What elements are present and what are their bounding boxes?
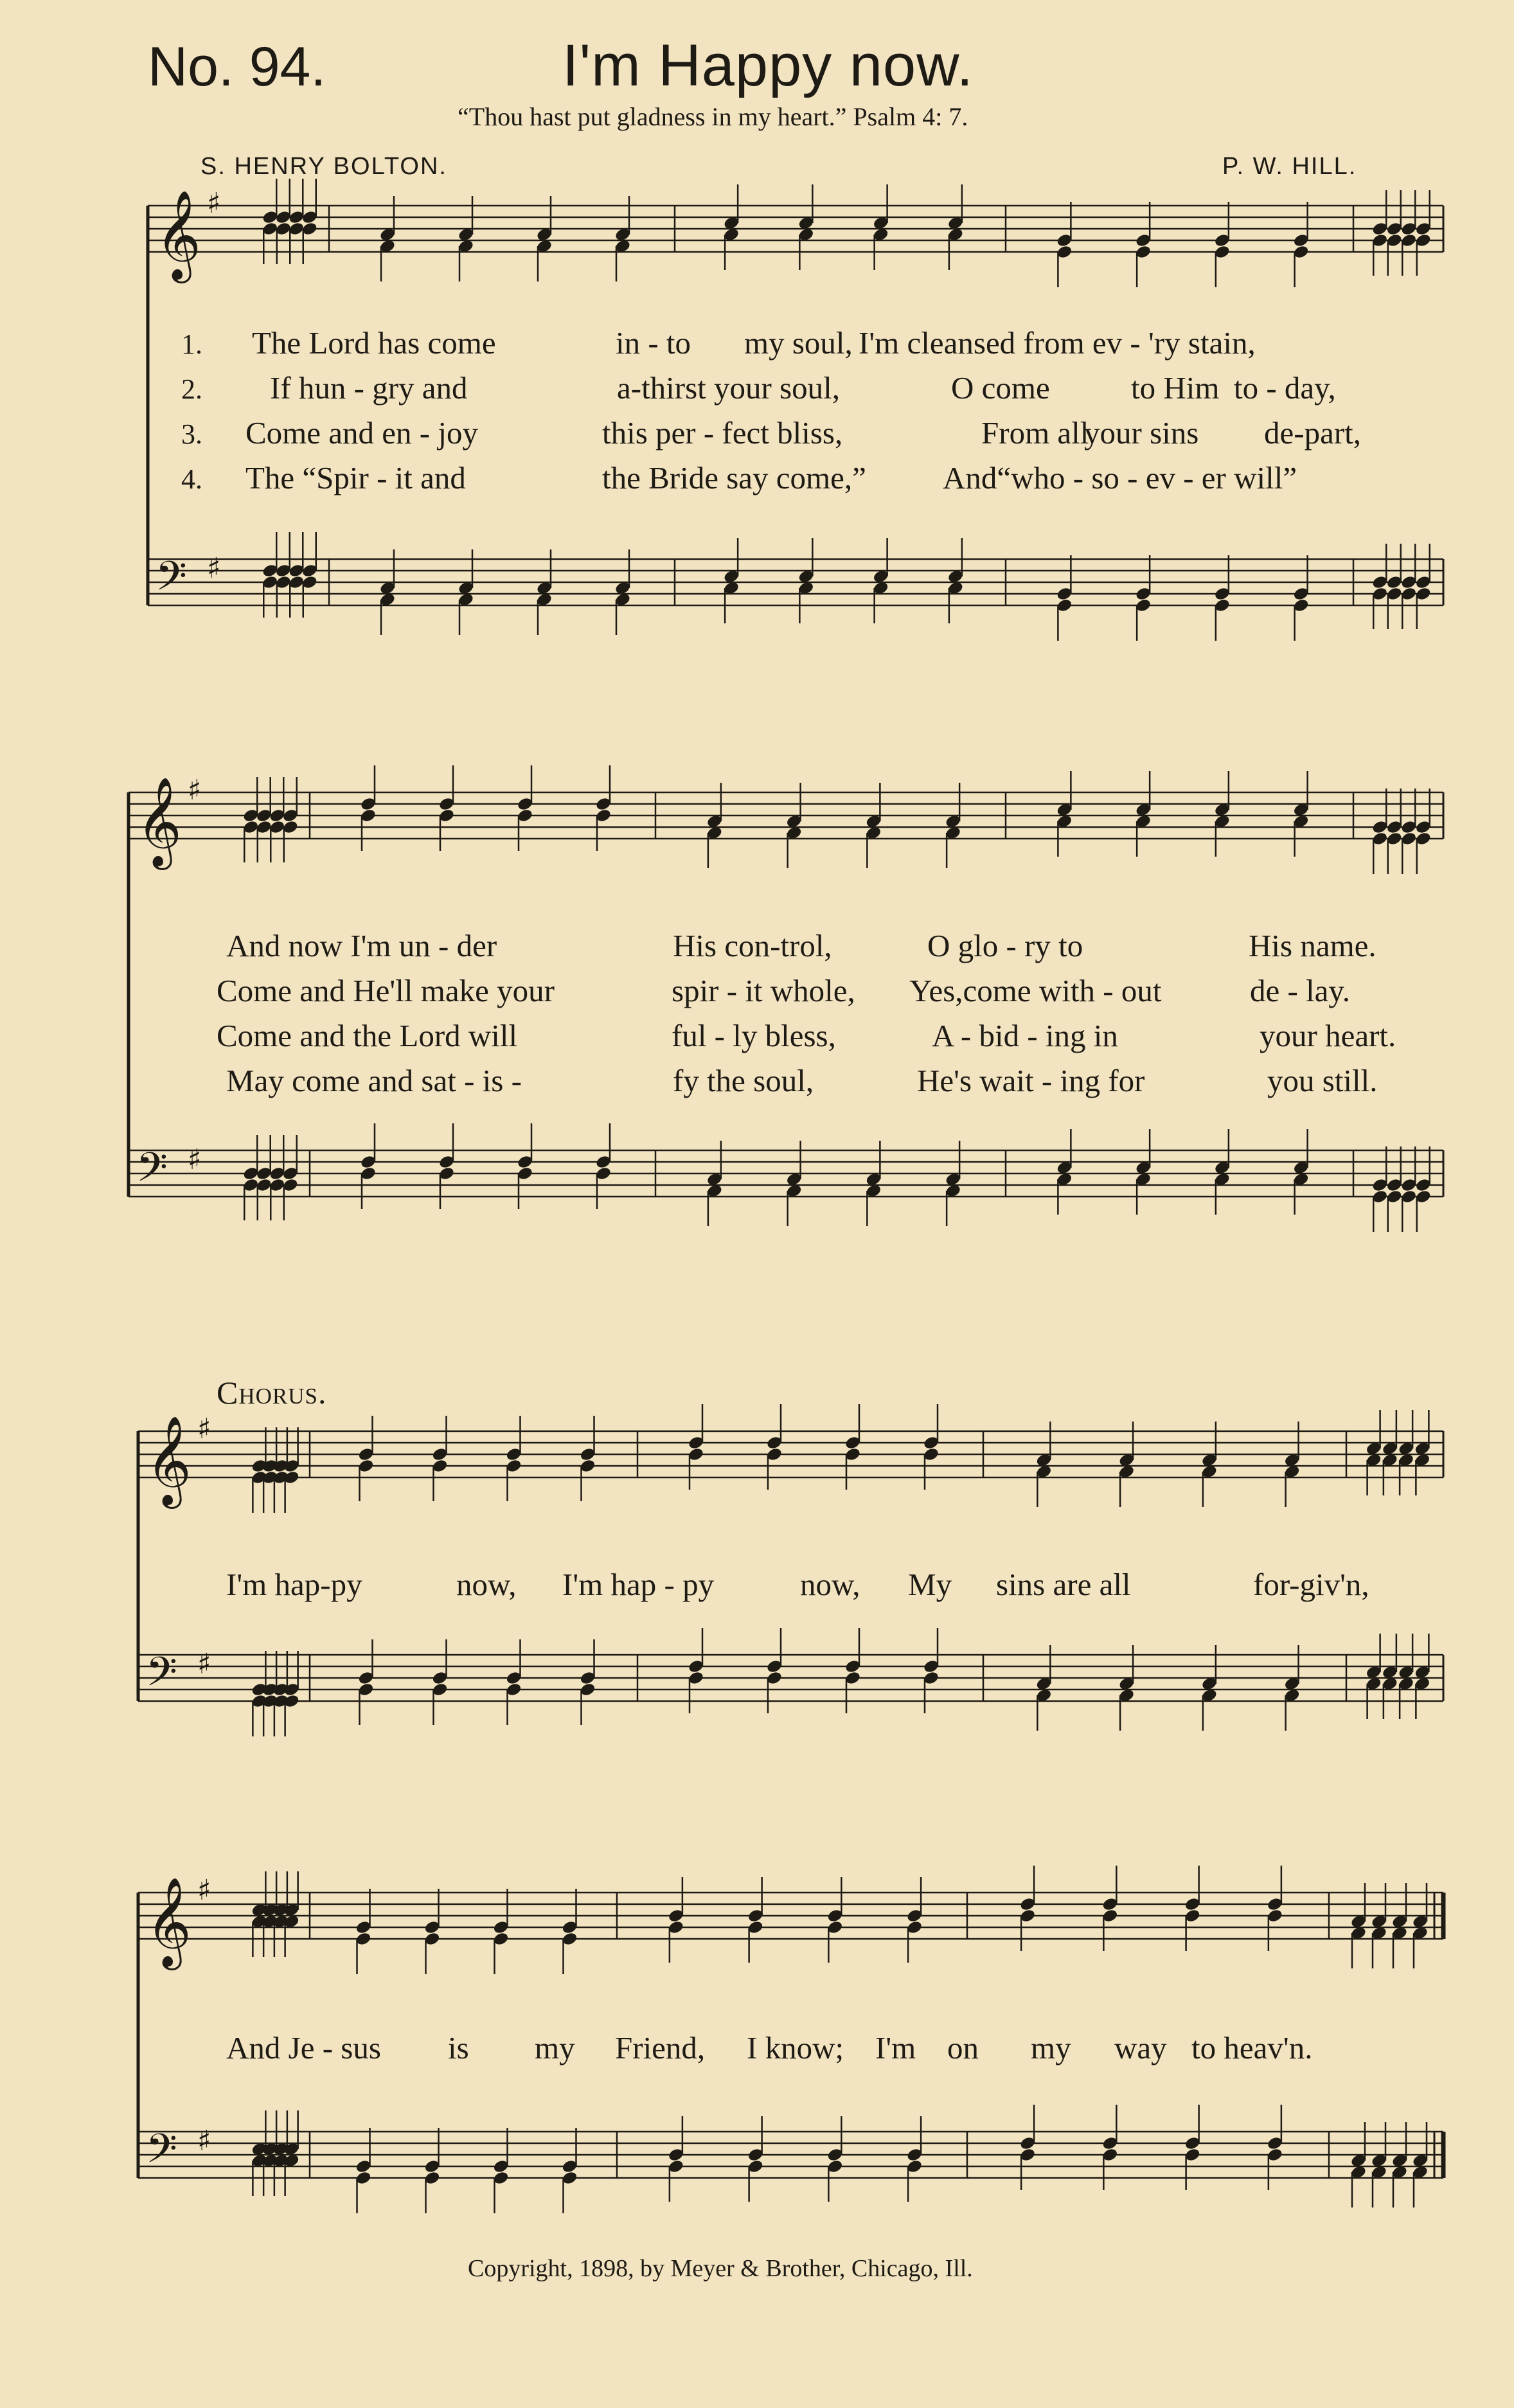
lyric-phrase: His con-trol, [673, 928, 832, 963]
lyric-phrase: is [448, 2030, 469, 2065]
hymn-number: No. 94. [148, 36, 326, 98]
sharp-icon: ♯ [197, 2124, 211, 2157]
lyric-line [226, 1062, 1378, 1099]
lyric-phrase: The “Spir - it and [245, 460, 466, 495]
lyric-phrase: May come and sat - is - [226, 1063, 522, 1098]
lyric-phrase: And now I'm un - der [226, 928, 497, 963]
hymn-title: I'm Happy now. [562, 33, 974, 98]
chorus-lyric-line-2 [226, 2029, 1312, 2066]
sharp-icon: ♯ [197, 1873, 211, 1907]
lyric-phrase: And“who - so - ev - er will” [943, 460, 1297, 495]
lyric-phrase: the Bride say come,” [602, 460, 866, 495]
copyright: Copyright, 1898, by Meyer & Brother, Chicago, Ill. [468, 2255, 973, 2282]
bass-clef-icon: 𝄢 [156, 552, 187, 609]
lyric-phrase: spir - it whole, [672, 973, 855, 1008]
lyric-phrase: sins are all [996, 1567, 1131, 1602]
lyric-phrase: your sins [1084, 415, 1199, 450]
sharp-icon: ♯ [207, 186, 221, 220]
lyric-phrase: to Him [1131, 370, 1220, 406]
lyric-phrase: on [947, 2030, 979, 2065]
treble-clef-icon: 𝄞 [146, 1877, 191, 1967]
treble-clef-icon: 𝄞 [146, 1416, 191, 1505]
lyric-phrase: my [535, 2030, 575, 2065]
lyric-phrase: Come and He'll make your [217, 973, 555, 1008]
lyric-phrase: And Je - sus [226, 2030, 381, 2065]
lyric-line [226, 927, 1376, 964]
sharp-icon: ♯ [188, 1143, 202, 1176]
lyric-phrase: your heart. [1260, 1018, 1396, 1053]
sharp-icon: ♯ [188, 773, 202, 807]
lyric-phrase: His name. [1249, 928, 1376, 963]
chorus-label: Chorus. [217, 1375, 327, 1411]
sharp-icon: ♯ [197, 1412, 211, 1445]
epigraph: “Thou hast put gladness in my heart.” Psalm 4: 7. [458, 102, 968, 131]
lyric-phrase: de-part, [1264, 415, 1361, 450]
lyric-phrase: de - lay. [1250, 973, 1350, 1008]
lyric-phrase: ful - ly bless, [672, 1018, 836, 1053]
bass-clef-icon: 𝄢 [146, 1648, 177, 1705]
lyric-phrase: this per - fect bliss, [602, 415, 843, 450]
lyric-phrase: He's wait - ing for [917, 1063, 1145, 1098]
lyric-line [270, 370, 1336, 406]
lyric-phrase: my soul, [744, 325, 853, 361]
lyric-phrase: for-giv'n, [1253, 1567, 1369, 1602]
lyric-phrase: fy the soul, [673, 1063, 814, 1098]
lyric-phrase: O glo - ry to [927, 928, 1083, 963]
lyric-line [245, 459, 1297, 496]
lyric-phrase: The Lord has come [252, 325, 496, 361]
lyric-phrase: I'm hap-py [226, 1567, 362, 1602]
lyric-phrase: I know; [747, 2030, 844, 2065]
treble-clef-icon: 𝄞 [156, 190, 201, 280]
lyric-phrase: I'm cleansed from ev - 'ry stain, [859, 325, 1256, 361]
bass-clef-icon: 𝄢 [136, 1143, 168, 1200]
lyric-phrase: From all [981, 415, 1089, 450]
lyric-phrase: way [1114, 2030, 1167, 2065]
lyric-phrase: If hun - gry and [270, 370, 468, 406]
lyric-line [217, 1017, 1396, 1054]
lyric-line [217, 972, 1350, 1009]
chorus-lyric-line-1 [226, 1566, 1369, 1603]
composer-credit: S. HENRY BOLTON. [200, 153, 447, 180]
lyric-phrase: My [908, 1567, 952, 1602]
lyric-phrase: I'm hap - py [562, 1567, 715, 1602]
lyric-phrase: O come [951, 370, 1050, 406]
lyric-phrase: now, [800, 1567, 860, 1602]
lyric-line [252, 325, 1256, 361]
verse-number: 1. [181, 328, 202, 360]
lyric-phrase: A - bid - ing in [932, 1018, 1118, 1053]
bass-clef-icon: 𝄢 [146, 2125, 177, 2182]
lyric-phrase: I'm [875, 2030, 916, 2065]
verse-number: 3. [181, 418, 202, 450]
verse-number: 4. [181, 463, 202, 495]
lyric-line [245, 415, 1361, 451]
lyric-phrase: Come and the Lord will [217, 1018, 518, 1053]
lyric-phrase: to heav'n. [1191, 2030, 1313, 2065]
sharp-icon: ♯ [207, 551, 221, 585]
lyric-phrase: my [1031, 2030, 1071, 2065]
lyric-phrase: Come and en - joy [245, 415, 478, 450]
sharp-icon: ♯ [197, 1647, 211, 1681]
lyric-phrase: in - to [616, 325, 691, 361]
lyric-phrase: you still. [1267, 1063, 1378, 1098]
treble-clef-icon: 𝄞 [136, 777, 182, 866]
lyric-phrase: Friend, [615, 2030, 706, 2065]
verse-number: 2. [181, 373, 202, 405]
lyric-phrase: a-thirst your soul, [617, 370, 841, 406]
author-credit: P. W. HILL. [1222, 153, 1357, 180]
lyric-phrase: now, [456, 1567, 517, 1602]
lyric-phrase: Yes,come with - out [909, 973, 1162, 1008]
lyric-phrase: to - day, [1234, 370, 1336, 406]
